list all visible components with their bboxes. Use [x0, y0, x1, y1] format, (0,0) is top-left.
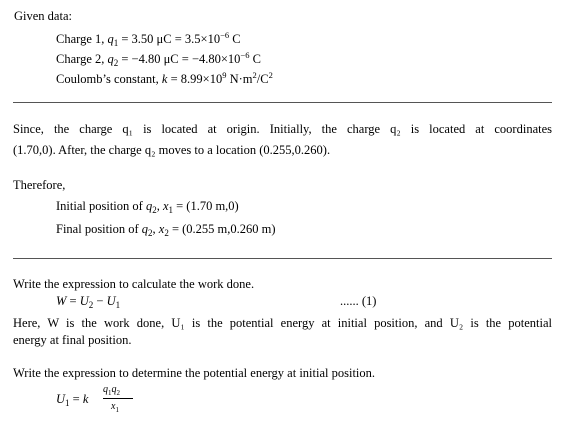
work-description-line2: energy at final position. [13, 333, 132, 347]
pe-denominator: $x_1$ [111, 401, 119, 414]
equation-number: ...... (1) [340, 294, 377, 308]
positions-intro-line2: (1.70,0). After, the charge q₂ moves to a location (0.255,0.260). [13, 143, 331, 157]
pe-intro: Write the expression to determine the potential energy at initial position. [13, 366, 376, 380]
work-description-line1: Here, W is the work done, U₁ is the potential energy at initial position, and U₂ is the potential [13, 316, 552, 330]
charge2-line: Charge 2, $q_2 = -4.80$ $\mu C = -4.80\times 10^{-6}$ C [56, 50, 261, 68]
constant-line: Coulomb’s constant, $k = 8.99\times 10^9$ $N\cdot m^2/C^2$ [56, 70, 273, 86]
fraction-bar [103, 398, 133, 399]
therefore-label: Therefore, [13, 178, 66, 192]
pe-formula-lhs: $U_1 = k$ [56, 392, 89, 408]
section-divider [13, 102, 552, 103]
final-position-line: Final position of $q_2$, $x_2 = (0.255$ m,0.260 m) [56, 222, 276, 238]
pe-numerator: $q_1q_2$ [103, 384, 120, 397]
section-divider [13, 258, 552, 259]
initial-position-line: Initial position of $q_2$, $x_1 = (1.70$ m,0) [56, 199, 239, 215]
work-equation: $W = U_2 - U_1$ [56, 294, 121, 310]
charge1-line: Charge 1, $q_1 = 3.50$ $\mu C = 3.5\times 10^{-6}$ C [56, 30, 241, 48]
positions-intro-line1: Since, the charge q₁ is located at origin. Initially, the charge q₂ is located at coordinates [13, 122, 552, 136]
given-heading: Given data: [14, 9, 72, 23]
work-intro: Write the expression to calculate the work done. [13, 277, 255, 291]
